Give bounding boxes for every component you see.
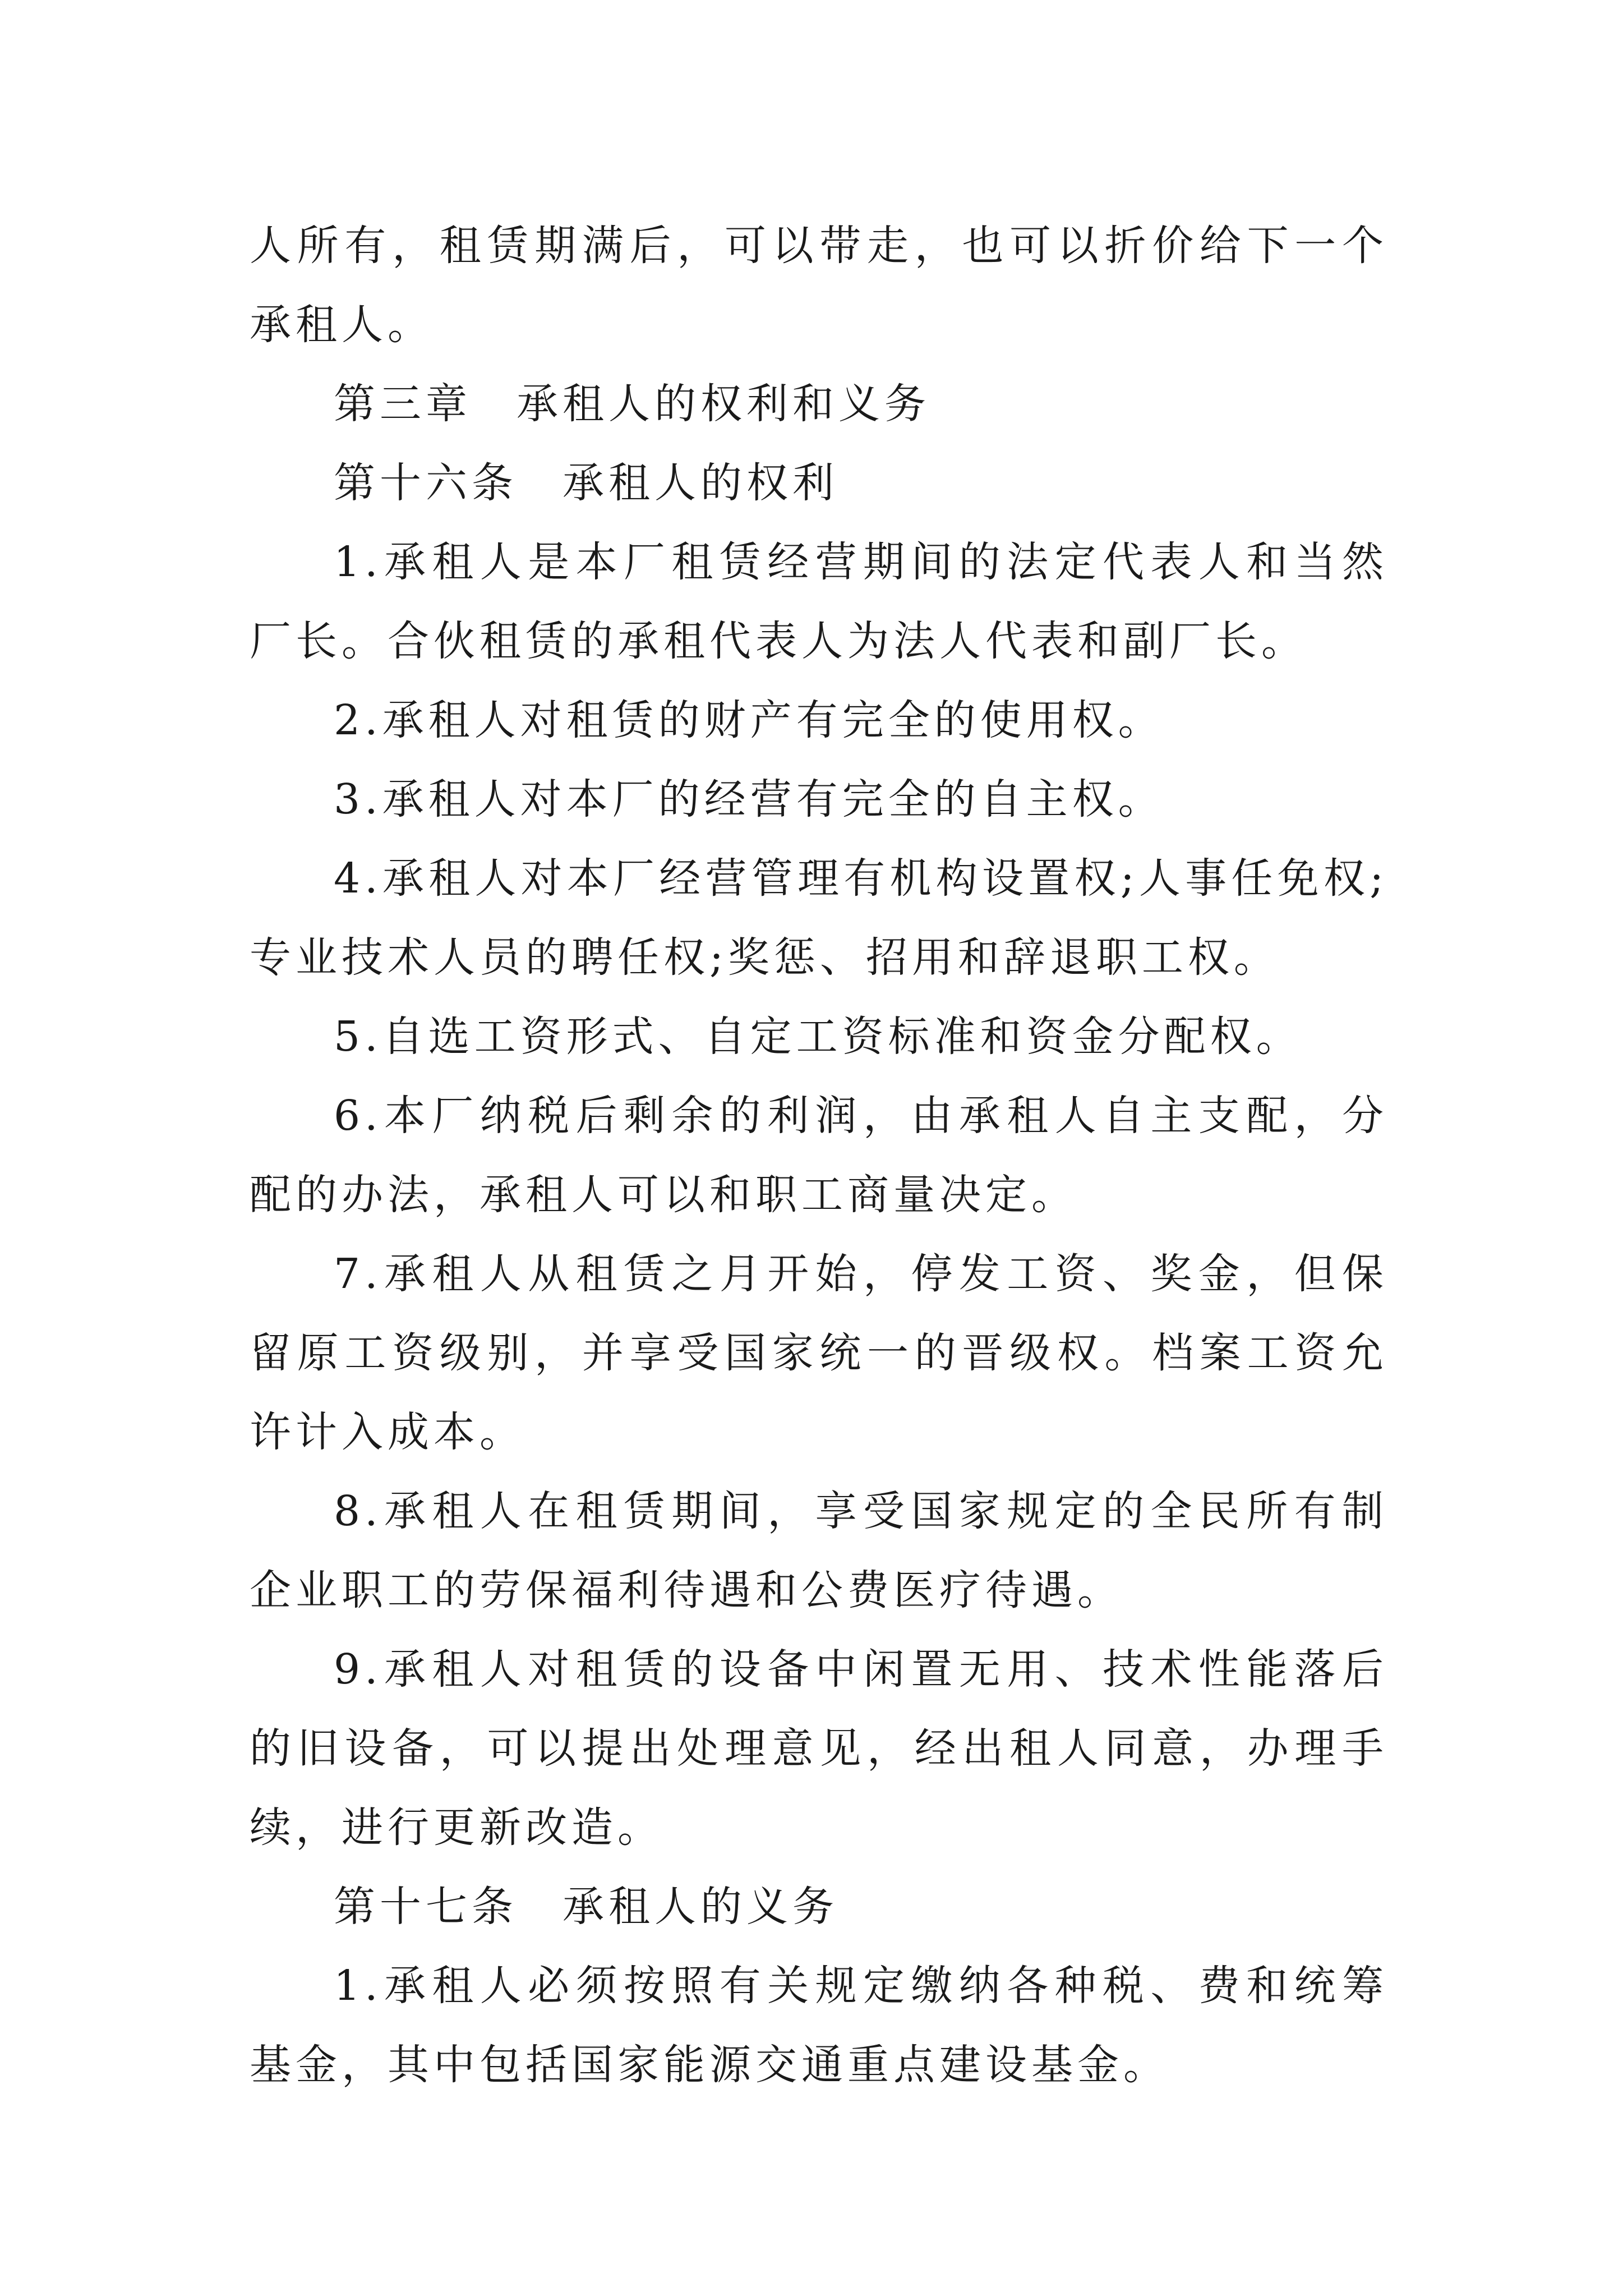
continuation-paragraph: 人所有，租赁期满后，可以带走，也可以折价给下一个承租人。: [250, 222, 1388, 349]
article-16-item-2: 2.承租人对租赁的财产有完全的使用权。: [334, 696, 1164, 744]
article-16-item-1: 1.承租人是本厂租赁经营期间的法定代表人和当然厂长。合伙租赁的承租代表人为法人代表和副厂长。: [250, 538, 1388, 665]
chapter-heading: [250, 365, 1388, 444]
article-16-item-9: 9.承租人对租赁的设备中闲置无用、技术性能落后的旧设备，可以提出处理意见，经出租人同意，办理手续，进行更新改造。: [250, 1645, 1388, 1852]
article-17-title: 承租人的义务: [562, 1883, 838, 1931]
article-16-title: 承租人的权利: [562, 459, 838, 507]
chapter-title: 承租人的权利和义务: [517, 380, 930, 428]
article-17-item-1: 1.承租人必须按照有关规定缴纳各种税、费和统筹基金，其中包括国家能源交通重点建设基金。: [250, 1962, 1388, 2089]
chapter-number: 第三章: [334, 380, 472, 428]
article-17-heading: [250, 1867, 1388, 1947]
article-16-number: 第十六条: [334, 459, 518, 507]
article-16-item-5: 5.自选工资形式、自定工资标准和资金分配权。: [334, 1013, 1302, 1061]
article-16-item-6: 6.本厂纳税后剩余的利润，由承租人自主支配，分配的办法，承租人可以和职工商量决定。: [250, 1092, 1388, 1219]
article-16-item-8: 8.承租人在租赁期间，享受国家规定的全民所有制企业职工的劳保福利待遇和公费医疗待遇。: [250, 1487, 1388, 1614]
document-body: [250, 206, 1388, 2105]
article-17-number: 第十七条: [334, 1883, 518, 1931]
article-16-item-7: 7.承租人从租赁之月开始，停发工资、奖金，但保留原工资级别，并享受国家统一的晋级权。档案工资允许计入成本。: [250, 1250, 1388, 1456]
article-16-item-3: 3.承租人对本厂的经营有完全的自主权。: [334, 775, 1164, 823]
article-16-item-4: 4.承租人对本厂经营管理有机构设置权;人事任免权;专业技术人员的聘任权;奖惩、招用和辞退职工权。: [250, 854, 1388, 982]
article-16-heading: [250, 444, 1388, 523]
